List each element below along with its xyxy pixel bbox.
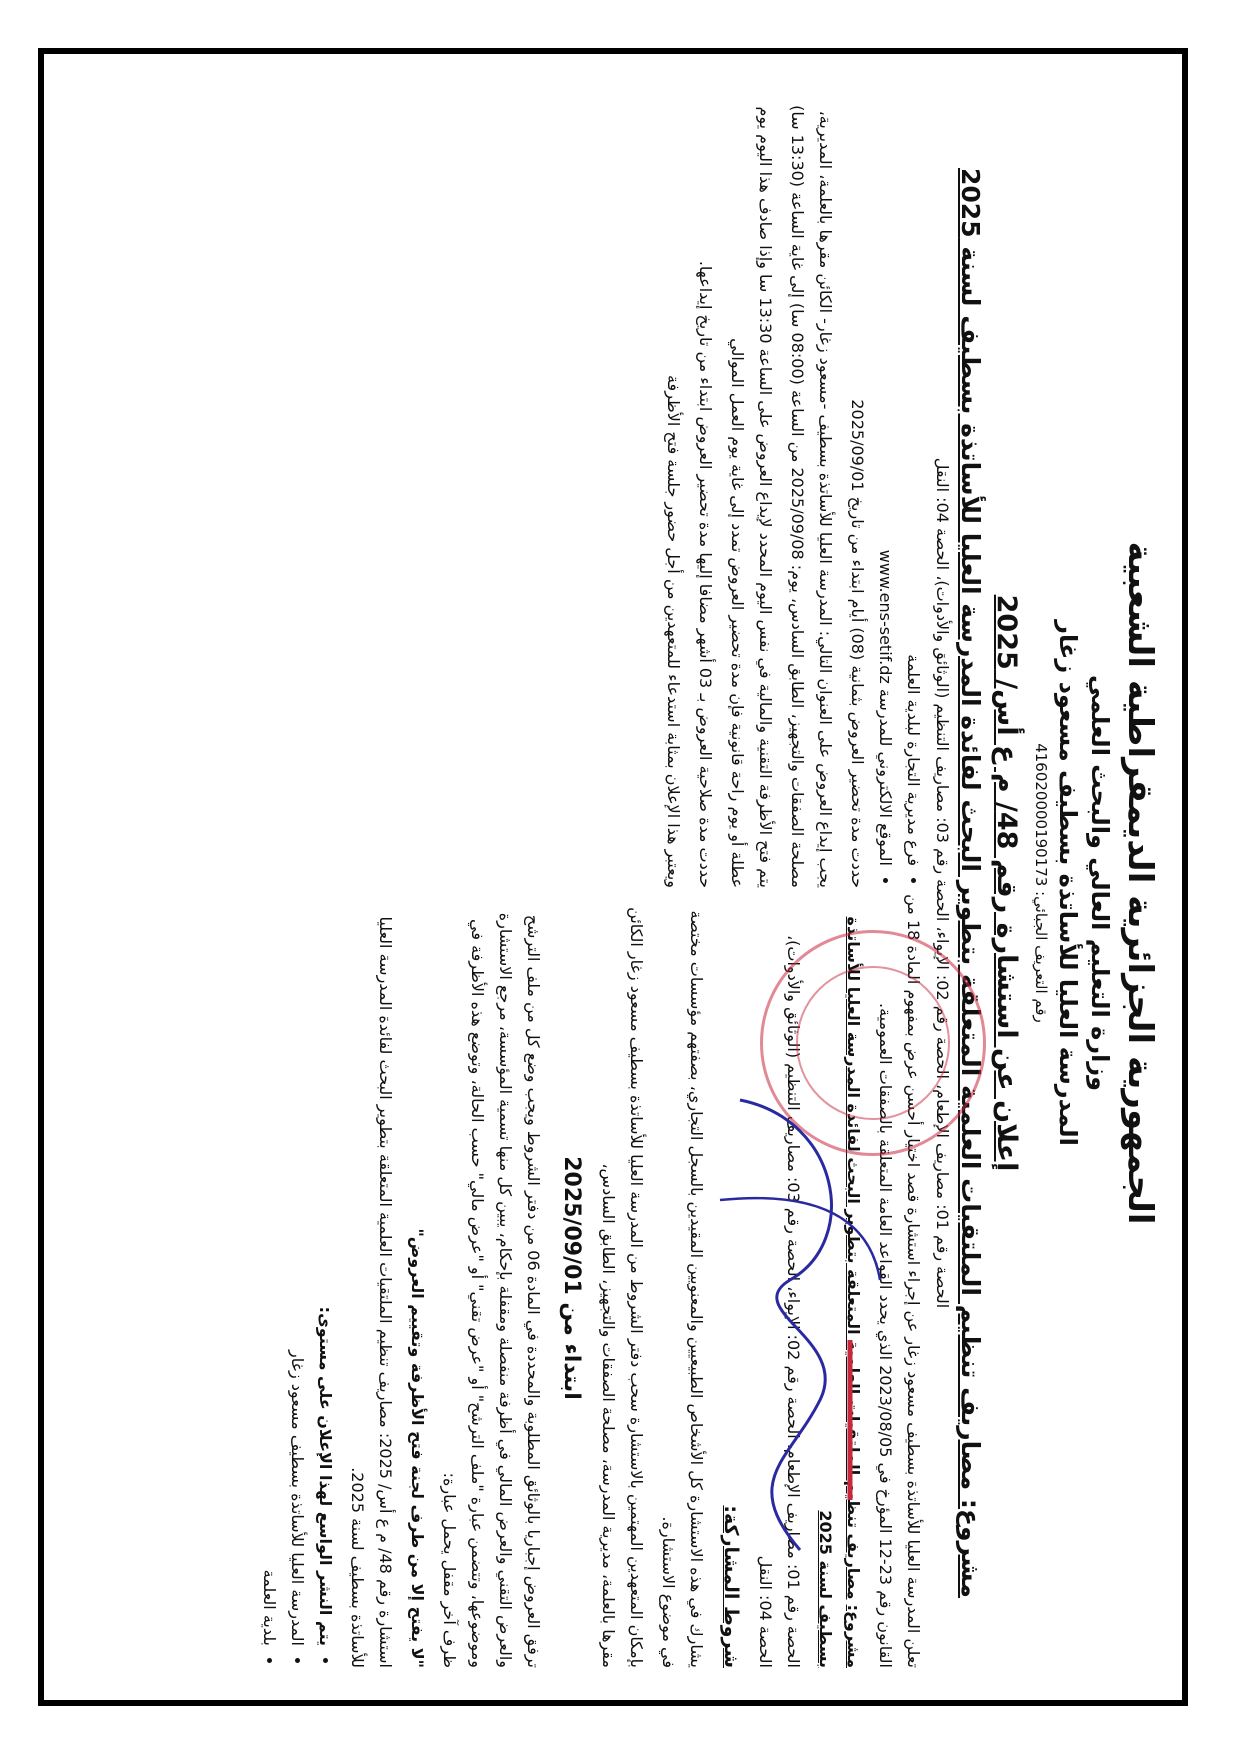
project-title: مشروع: مصاريف تنظيم الملتقيات العلمية المتعلقة بتطوير البحث لفائدة المدرسة العليا للأساتذة بسطيف لسنة 2025 (956, 168, 985, 1598)
project-text: مصاريف تنظيم الملتقيات العلمية المتعلقة بتطوير البحث لفائدة المدرسة العليا للأساتذة بسطيف لسنة 2025 (816, 916, 863, 1668)
withdraw-text: بإمكان المتعهدين المهتمين بالاستشارة سحب دفتر الشروط من المدرسة العليا للأساتذة بسطيف مسعود زغار الكائن مقرها بالعلمة، مديرية المدرسة، مصلحة الصفقات والتجهيز، الطابق السادس، (598, 907, 646, 1668)
validity-text: حددت مدة صلاحية العروض بـ 03 أشهر مضافا إليها مدة تحضير العروض ابتداء من تاريخ إيداعها. (696, 260, 715, 888)
from-date: ابتداء من 2025/09/01 (558, 1156, 584, 1400)
publish-item: • الموقع الالكتروني للمدرسة www.ens-setif.dz (871, 98, 899, 866)
publish-list (255, 888, 339, 1668)
tax-id: رقم التعريف الجبائي: 416020000190173 (1032, 743, 1050, 1023)
director-signature (700, 1080, 900, 1560)
publish-list-continued (871, 98, 927, 888)
conditions-text: يشارك في هذه الاستشارة كل الأشخاص الطبيعيين والمعنويين المقيدين بالسجل التجاري، بصفتهم مؤسسات مختصة في موضوع الاستشارة. (658, 910, 706, 1668)
conditions-title: شروط المشاركة: (720, 1505, 742, 1668)
envelope-ref: استشارة رقم 48/ م ع أس/ 2025: مصاريف تنظيم الملتقيات العلمية المتعلقة بتطوير البحث لفائدة المدرسة العليا للأساتذة بسطيف لسنة 2025. (348, 916, 396, 1668)
envelope-text: "لا يفتح إلا من طرف لجنة فتح الأظرفة وتقييم العروض" (408, 1228, 428, 1668)
publish-item: • فرع مديرية التجارة لبلدية العلمة (899, 98, 927, 866)
publish-title: • يتم النشر الواسع لهذا الإعلان على مستوى: (311, 888, 339, 1646)
republic-title: الجمهورية الجزائرية الديمقراطية الشعبية (1120, 541, 1160, 1225)
school-name: المدرسة العليا للأساتذة بسطيف مسعود زغار (1054, 620, 1082, 1146)
invite-text: ويعتبر هذا الإعلان بمثابة استدعاء للمتعهدين من أجل حضور جلسة فتح الأظرفة (664, 374, 683, 888)
document-content (45, 58, 1180, 1698)
opening-text: يتم فتح الأظرفة التقنية والمالية في نفس اليوم المحدد لإيداع العروض على الساعة 13:30 سا وإذا صادف هذا اليوم يوم عطلة أو يوم راحة قانونية فإن مدة تحضير العروض تمدد إلى غاية يوم العمل الموالي (728, 106, 775, 888)
publish-item: • بلدية العلمة (255, 888, 283, 1646)
left-column (655, 98, 927, 888)
publish-item: • المدرسة العليا للأساتذة بسطيف مسعود زغار (283, 888, 311, 1646)
duration-text: حددت مدة تحضير العروض بثمانية (08) أيام ابتداء من تاريخ 2025/09/01 (848, 399, 867, 888)
ministry-name: وزارة التعليم العالي والبحث العلمي (1086, 674, 1114, 1092)
intro-paragraph: تعلن المدرسة العليا للأساتذة بسطيف مسعود زغار عن إجراء استشارة قصد اختيار أحسن عرض بمفهوم المادة 18 من القانون رقم 23-12 المؤرخ في 2023/08/05 الذي يحدد القواعد العامة المتعلقة بالصفقات العمومية. (876, 894, 923, 1668)
deposit-text: يجب إيداع العروض على العنوان التالي: المدرسة العليا للأساتذة بسطيف -مسعود زغار- الكائن مقرها بالعلمة، المديرية، مصلحة الصفقات والتجهيز، الطابق السادس، يوم: 2025/09/08 من الساعة (08:00 سا) إلى غاية الساعة (13:30 سا) (788, 105, 835, 888)
lots-repeat: الحصة رقم 01: مصاريف الإطعام، الحصة رقم 02: الإيواء، الحصة رقم 03: مصاريف التنظيم (الوثائق والأدوات)، الحصة 04: النقل (756, 934, 803, 1668)
project-label: مشروع: (844, 1604, 863, 1668)
announcement-title: إعلان عن استشارة رقم 48/ م ع أس/ 2025 (991, 594, 1022, 1172)
offers-text: ترفق العروض إجباريا بالوثائق المطلوبة والمحددة في المادة 06 من دفتر الشروط ويجب وضع كل من ملف الترشح والعرض التقني والعرض المالي في أظرفة منفصلة ومقفلة بإحكام، يبين كل منها تسمية المؤسسة، مرجع الاستشارة وموضوعها، وتتضمن عبارة "ملف الترشح" أو "عرض تقني" أو "عرض مالي" حسب الحالة، وتوضع هذه الأظرفة في ظرف آخر مقفل يحمل عبارة: (440, 912, 544, 1668)
lots-summary: الحصة رقم 01: مصاريف الإطعام، الحصة رقم 02: الإيواء، الحصة رقم 03: مصاريف التنظيم (الوثائق والأدوات)، الحصة 04: النقل (933, 457, 952, 1309)
